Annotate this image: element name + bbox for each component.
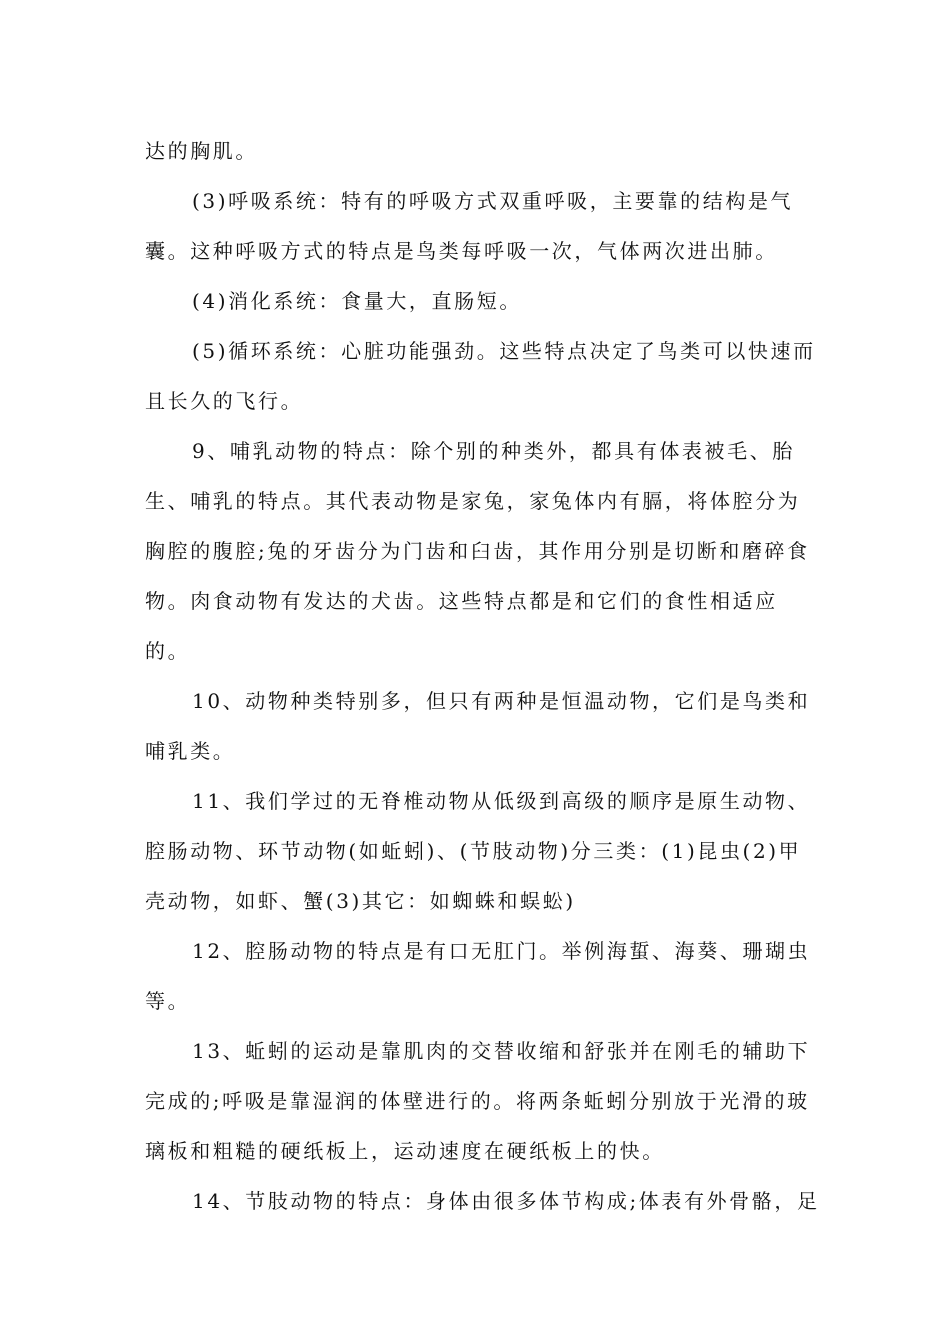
text-line: 腔肠动物、环节动物(如蚯蚓)、(节肢动物)分三类：(1)昆虫(2)甲 [145,839,802,863]
text-line: 11、我们学过的无脊椎动物从低级到高级的顺序是原生动物、 [192,789,811,813]
text-line: 物。肉食动物有发达的犬齿。这些特点都是和它们的食性相适应 [145,589,778,613]
text-line: 且长久的飞行。 [145,389,304,413]
text-line: 囊。这种呼吸方式的特点是鸟类每呼吸一次，气体两次进出肺。 [145,239,778,263]
text-line: 达的胸肌。 [145,139,258,163]
text-line: 壳动物，如虾、蟹(3)其它：如蜘蛛和蜈蚣) [145,889,576,913]
text-line: 12、腔肠动物的特点是有口无肛门。举例海蜇、海葵、珊瑚虫 [192,939,811,963]
text-line: 10、动物种类特别多，但只有两种是恒温动物，它们是鸟类和 [192,689,811,713]
text-line: 13、蚯蚓的运动是靠肌肉的交替收缩和舒张并在刚毛的辅助下 [192,1039,811,1063]
text-line: (4)消化系统：食量大，直肠短。 [192,289,522,313]
text-line: 璃板和粗糙的硬纸板上，运动速度在硬纸板上的快。 [145,1139,665,1163]
text-line: 胸腔的腹腔;兔的牙齿分为门齿和臼齿，其作用分别是切断和磨碎食 [145,539,810,563]
text-line: 生、哺乳的特点。其代表动物是家兔，家兔体内有膈，将体腔分为 [145,489,801,513]
text-line: 哺乳类。 [145,739,236,763]
text-line: (5)循环系统：心脏功能强劲。这些特点决定了鸟类可以快速而 [192,339,816,363]
text-line: 的。 [145,639,191,663]
text-line: 完成的;呼吸是靠湿润的体壁进行的。将两条蚯蚓分别放于光滑的玻 [145,1089,810,1113]
text-line: 14、节肢动物的特点：身体由很多体节构成;体表有外骨骼，足 [192,1189,820,1213]
text-line: 9、哺乳动物的特点：除个别的种类外，都具有体表被毛、胎 [192,439,795,463]
text-line: 等。 [145,989,191,1013]
text-line: (3)呼吸系统：特有的呼吸方式双重呼吸，主要靠的结构是气 [192,189,794,213]
